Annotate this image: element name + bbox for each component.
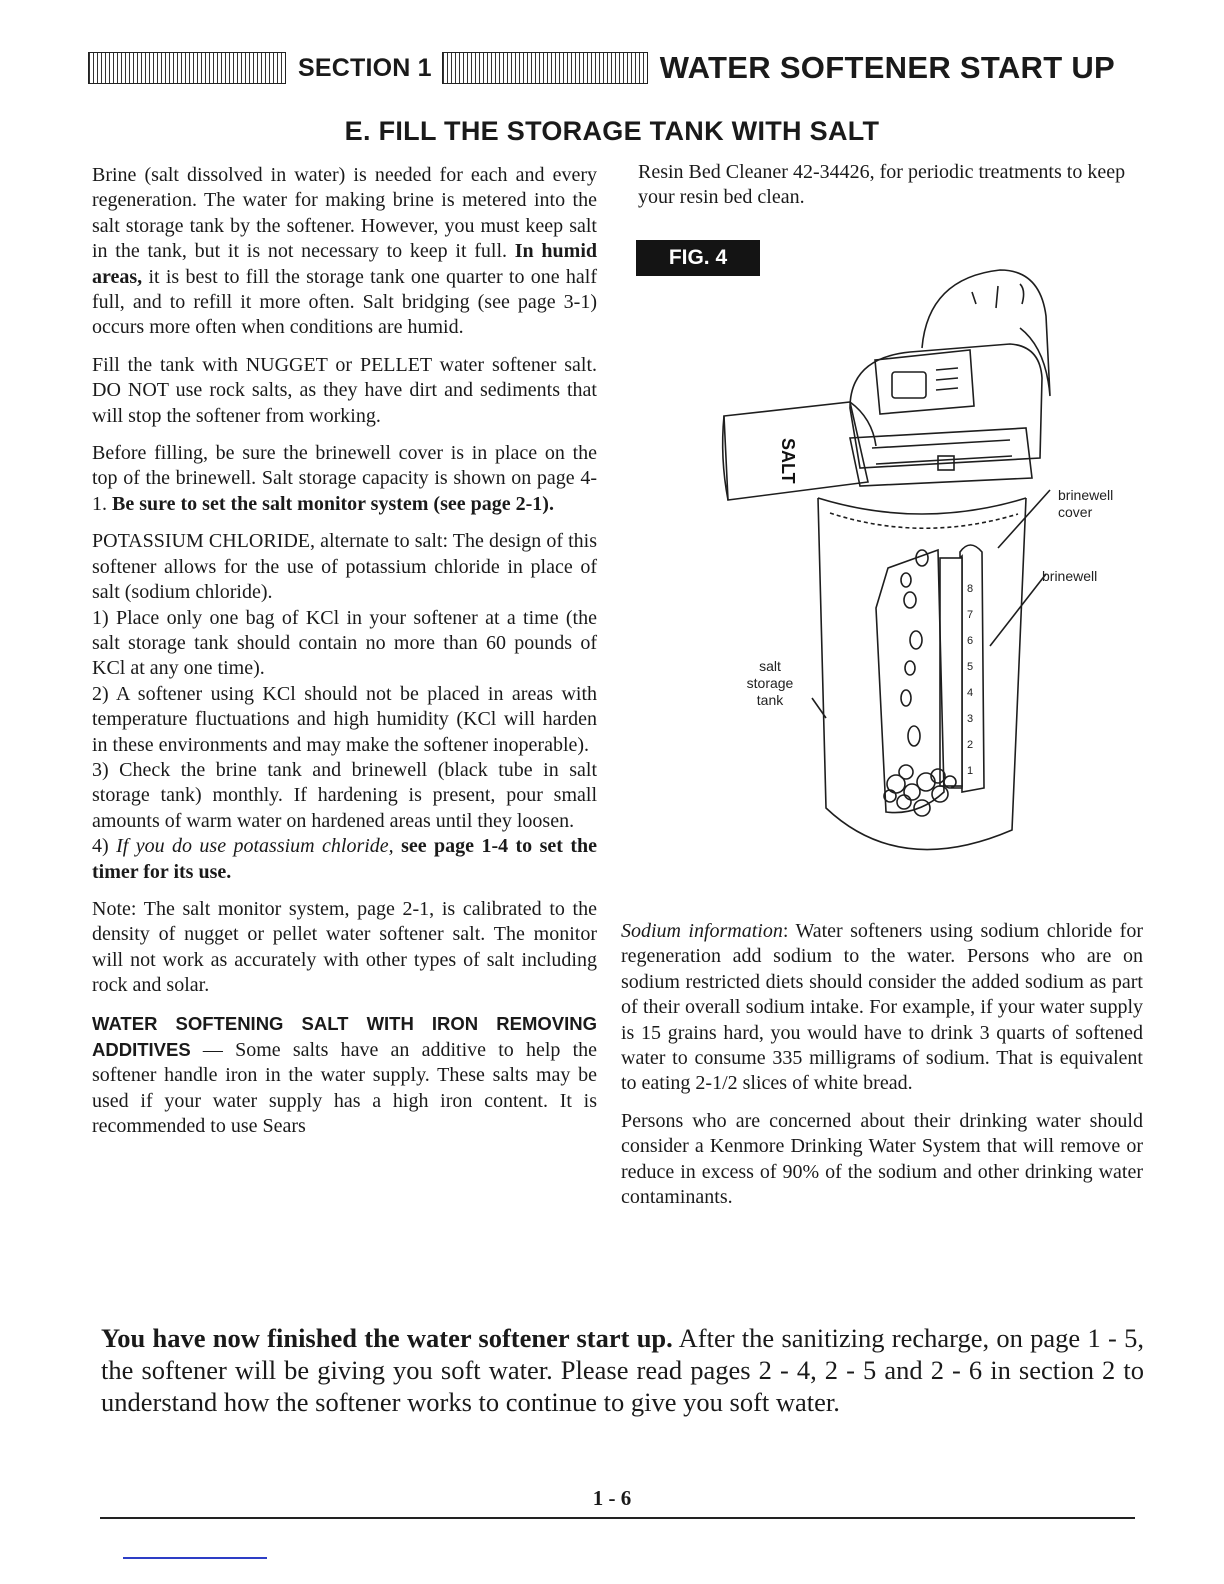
scale-mark: 4 [966, 687, 974, 699]
paragraph-salt-type: Fill the tank with NUGGET or PELLET water softener salt. DO NOT use rock salts, as they have dirt and sediments that will stop the softener from working. [92, 353, 597, 427]
closing-emphasis: You have now finished the water softener start up. [101, 1323, 673, 1353]
label-salt-storage-tank: salt storage tank [746, 658, 794, 708]
paragraph-iron-salt: WATER SOFTENING SALT WITH IRON REMOVING ADDITIVES — Some salts have an additive to help the softener handle iron in the water supply. These salts may be used if your water supply has a high iron content. It is recommended to use Sears [92, 1012, 597, 1138]
iron-salt-heading: WATER SOFTENING SALT WITH IRON REMOVING ADDITIVES [92, 1012, 597, 1060]
page-number: 1 - 6 [592, 1486, 632, 1510]
scale-mark: 2 [966, 739, 974, 751]
softener-illustration [700, 268, 1140, 878]
scale-mark: 3 [966, 713, 974, 725]
scan-mark [123, 1557, 267, 1559]
paragraph-resin-cleaner: Resin Bed Cleaner 42-34426, for periodic treatments to keep your resin bed clean. [638, 161, 1126, 209]
footer-rule [100, 1517, 1135, 1519]
header-hatch-bar [88, 52, 286, 84]
tank-lid [922, 270, 1050, 396]
section-title: WATER SOFTENER START UP [659, 50, 1116, 85]
left-column [92, 163, 597, 1152]
paragraph-note: Note: The salt monitor system, page 2-1, is calibrated to the density of nugget or pellet water softener salt. The monitor will not work as accurately with other types of salt including rock and solar. [92, 897, 597, 997]
brinewell-leader [990, 574, 1046, 646]
scale-mark: 1 [966, 765, 974, 777]
header-hatch-bar [442, 52, 648, 84]
scale-mark: 7 [966, 609, 974, 621]
list-item: 4) If you do use potassium chloride, see page 1-4 to set the timer for its use. [92, 835, 597, 883]
bag-label: SALT [778, 438, 798, 484]
control-panel [875, 350, 974, 414]
label-brinewell-cover: brinewell cover [1058, 487, 1114, 520]
page-subtitle: E. FILL THE STORAGE TANK WITH SALT [344, 116, 880, 146]
paragraph-before-filling: Before filling, be sure the brinewell cover is in place on the top of the brinewell. Salt storage capacity is shown on page 4-1. Be sure to set the salt monitor system (see page 2-1). [92, 442, 597, 515]
right-column [621, 919, 1143, 1222]
section-label: SECTION 1 [298, 53, 432, 82]
paragraph-potassium: POTASSIUM CHLORIDE, alternate to salt: The design of this softener allows for the use of potassium chloride in place of salt (sodium chloride). [92, 530, 597, 604]
right-column-continued [638, 160, 1138, 223]
closing-paragraph: You have now finished the water softener start up. After the sanitizing recharge, on page 1 - 5, the softener will be giving you soft water. Please read pages 2 - 4, 2 - 5 and 2 - 6 in section 2 to understand how the softener works to continue to give you soft water. [101, 1323, 1144, 1417]
list-item: 1) Place only one bag of KCl in your softener at a time (the salt storage tank should contain no more than 60 pounds of KCl at any one time). [92, 606, 597, 680]
figure-label-badge: FIG. 4 [636, 240, 760, 276]
list-item: 3) Check the brine tank and brinewell (black tube in salt storage tank) monthly. If hardening is present, pour small amounts of warm water on hardened areas until they loosen. [92, 758, 597, 832]
paragraph-drinking-water: Persons who are concerned about their drinking water should consider a Kenmore Drinking Water System that will remove or reduce in excess of 90% of the sodium and other drinking water contaminants. [621, 1109, 1143, 1209]
humid-areas-emphasis: In humid areas, [92, 240, 597, 288]
section-header [88, 46, 1138, 90]
salt-monitor-emphasis: Be sure to set the salt monitor system (see page 2-1). [112, 492, 554, 515]
list-item: 2) A softener using KCl should not be placed in areas with temperature fluctuations and high humidity (KCl will harden in these environments and may make the softener inoperable). [92, 682, 597, 756]
paragraph-brine: Brine (salt dissolved in water) is needed for each and every regeneration. The water for making brine is metered into the salt storage tank by the softener. However, you must keep salt in the tank, but it is not necessary to keep it full. In humid areas, it is best to fill the storage tank one quarter to one half full, and to refill it more often. Salt bridging (see page 3-1) occurs more often when conditions are humid. [92, 164, 597, 339]
bubbles [901, 550, 928, 746]
paragraph-sodium: Sodium information: Water softeners using sodium chloride for regeneration add sodium to the water. Persons who are on sodium restricted diets should consider the added sodium as part of their overall sodium intake. For example, if your water supply is 15 grains hard, you would have to drink 3 quarts of softened water to consume 335 milligrams of sodium. That is equivalent to eating 2-1/2 slices of white bread. [621, 920, 1143, 1095]
scale-mark: 6 [966, 635, 974, 647]
scale-mark: 8 [966, 583, 974, 595]
label-brinewell: brinewell [1042, 568, 1098, 584]
scale-mark: 5 [966, 661, 974, 673]
